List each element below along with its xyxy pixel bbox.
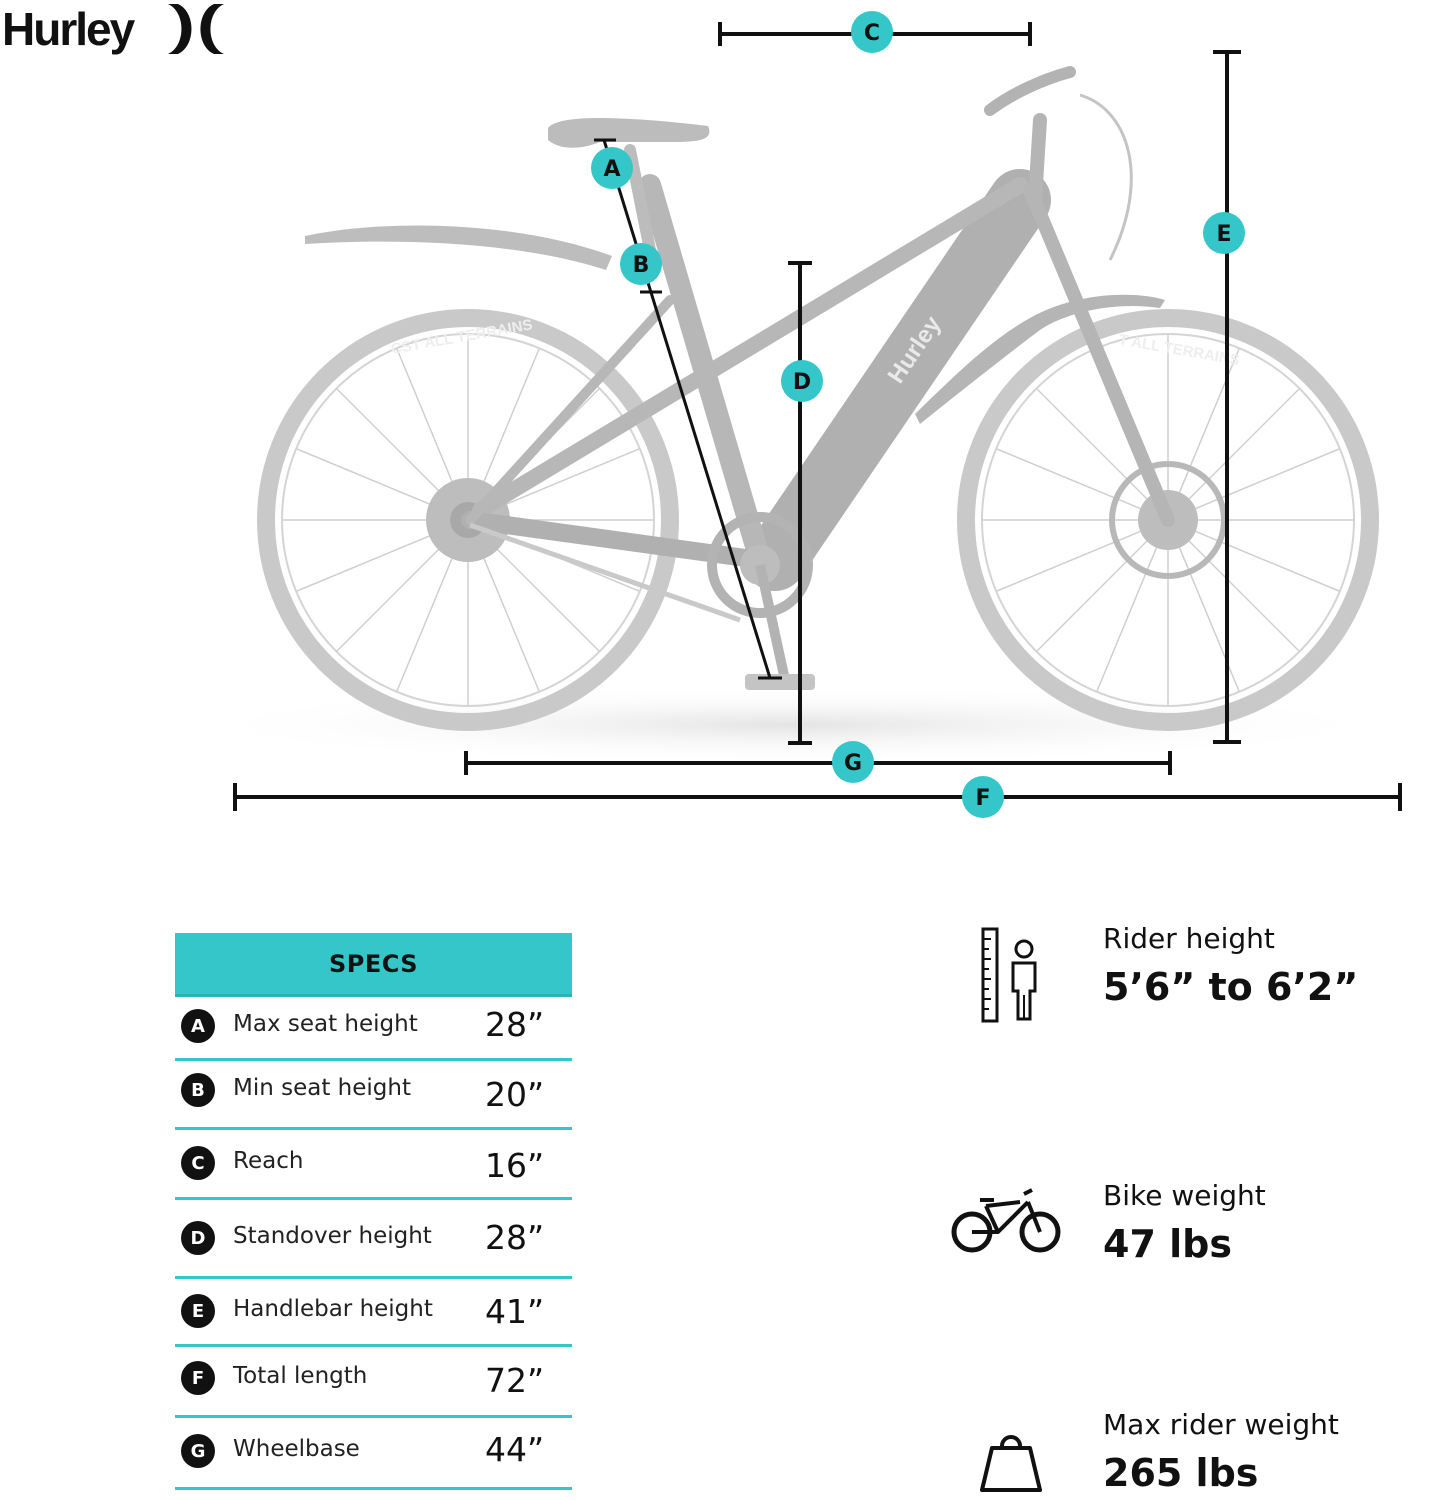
spec-row-c (175, 1130, 572, 1200)
svg-text:C: C (863, 21, 881, 46)
spec-label: Wheelbase (233, 1436, 360, 1462)
rider-height-label: Rider height (1103, 922, 1275, 955)
frame-brand-text: Hurley (882, 311, 947, 389)
spec-label: Min seat height (233, 1075, 411, 1101)
svg-text:B: B (632, 253, 650, 278)
spec-badge-b: B (181, 1073, 215, 1107)
spec-row-e (175, 1279, 572, 1347)
bike-weight-value: 47 lbs (1103, 1222, 1232, 1266)
spec-value: 72” (485, 1361, 545, 1400)
specs-table (175, 933, 572, 1490)
bike-weight-stat (1103, 1179, 1266, 1266)
spec-label: Standover height (233, 1223, 432, 1249)
spec-label: Max seat height (233, 1011, 418, 1037)
spec-value: 16” (485, 1146, 545, 1185)
spec-badge-g: G (181, 1434, 215, 1468)
spec-row-d (175, 1200, 572, 1279)
spec-label: Handlebar height (233, 1296, 433, 1322)
marker-d (781, 360, 823, 402)
handlebar (990, 72, 1070, 110)
front-tire-text: T ALL TERRAINS (1117, 331, 1241, 370)
rider-height-icon (975, 925, 1045, 1025)
rear-tire-text: CST ALL TERRAINS (389, 316, 534, 358)
svg-text:D: D (792, 370, 812, 395)
marker-g (832, 741, 874, 783)
svg-text:E: E (1216, 222, 1232, 247)
spec-badge-e: E (181, 1294, 215, 1328)
spec-badge-c: C (181, 1146, 215, 1180)
saddle (548, 118, 709, 148)
logo-text: Hurley (2, 3, 134, 55)
spec-row-b (175, 1061, 572, 1130)
spec-row-f (175, 1347, 572, 1418)
spec-value: 20” (485, 1075, 545, 1114)
marker-a (591, 147, 633, 189)
pedal (745, 674, 815, 690)
rider-height-stat (1103, 922, 1358, 1009)
brake-cable (1080, 95, 1131, 260)
bike-weight-label: Bike weight (1103, 1179, 1266, 1212)
svg-text:F: F (975, 786, 991, 811)
max-rider-weight-label: Max rider weight (1103, 1408, 1339, 1441)
spec-value: 28” (485, 1005, 545, 1044)
marker-f (962, 776, 1004, 818)
spec-badge-f: F (181, 1361, 215, 1395)
marker-e (1203, 212, 1245, 254)
rider-height-value: 5’6” to 6’2” (1103, 965, 1359, 1009)
marker-b (620, 243, 662, 285)
rear-fender (305, 225, 612, 270)
spec-value: 28” (485, 1218, 545, 1257)
spec-label: Total length (233, 1363, 368, 1389)
bicycle-icon (950, 1188, 1064, 1256)
spec-row-a (175, 997, 572, 1061)
marker-c (851, 11, 893, 53)
spec-badge-a: A (181, 1009, 215, 1043)
max-rider-weight-stat (1103, 1408, 1339, 1495)
svg-text:A: A (603, 157, 621, 182)
spec-value: 44” (485, 1430, 545, 1469)
spec-row-g (175, 1418, 572, 1490)
specs-header (175, 933, 572, 997)
weight-icon (978, 1428, 1044, 1496)
specs-title: SPECS (328, 949, 419, 978)
spec-label: Reach (233, 1148, 304, 1174)
svg-text:G: G (843, 751, 863, 776)
spec-value: 41” (485, 1292, 545, 1331)
max-rider-weight-value: 265 lbs (1103, 1451, 1259, 1495)
spec-badge-d: D (181, 1221, 215, 1255)
